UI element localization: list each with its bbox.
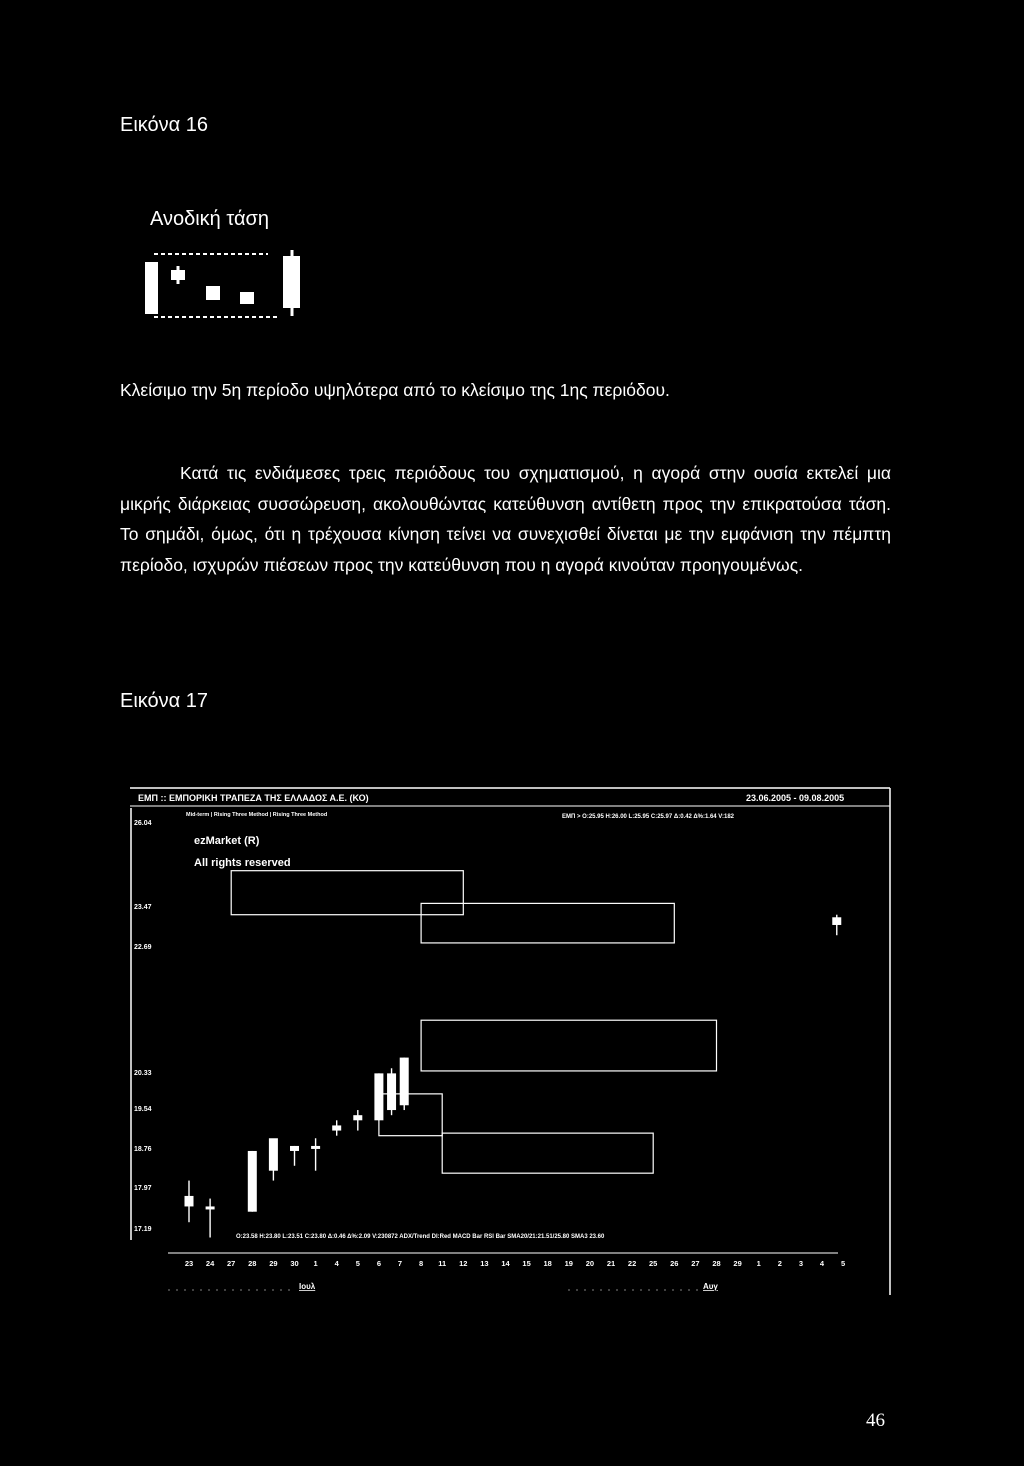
x-tick-label: 7 <box>397 1259 403 1268</box>
chart-subheader-left: Mid-term | Rising Three Method | Rising Three Method <box>186 812 328 818</box>
candle-body <box>332 1125 341 1130</box>
paragraph-1: Κλείσιμο την 5η περίοδο υψηλότερα από το κλείσιμο της 1ης περιόδου. <box>120 380 670 400</box>
figure-17-label: Εικόνα 17 <box>120 690 209 712</box>
x-tick-label: 29 <box>269 1259 278 1268</box>
x-tick-label: 28 <box>248 1259 257 1268</box>
x-tick-label: 30 <box>290 1259 299 1268</box>
x-axis-month-right: Αυγ <box>703 1282 718 1291</box>
pattern-box <box>421 1020 716 1071</box>
x-tick-label: 2 <box>777 1259 782 1268</box>
x-tick-label: 24 <box>205 1259 215 1268</box>
pattern-box <box>442 1133 653 1173</box>
candle-body <box>353 1115 362 1120</box>
chart-subheader-right: ΕΜΠ > O:25.95 H:26.00 L:25.95 C:25.97 Δ:0.42 Δ%:1.64 V:182 <box>562 814 734 820</box>
x-tick-label: 29 <box>733 1259 742 1268</box>
x-axis-month-left: Ιουλ <box>299 1282 316 1291</box>
y-tick-label: 26.04 <box>134 820 152 827</box>
y-tick-label: 23.47 <box>134 904 152 911</box>
chart-header-right: 23.06.2005 - 09.08.2005 <box>746 793 845 803</box>
candle-body <box>248 1151 257 1212</box>
chart-footer-stats: O:23.58 H:23.80 L:23.51 C:23.80 Δ:0.46 Δ%:2.09 V:230872 ADX/Trend DI:Red MACD Bar RSI Bar SMA20/21:21.51/25.80 SMA3 23.60 <box>236 1234 605 1240</box>
candle-body <box>185 1196 194 1207</box>
pattern-candle-2 <box>171 270 185 280</box>
x-tick-label: 14 <box>501 1259 510 1268</box>
rising-three-pattern-diagram <box>140 240 320 320</box>
x-tick-label: 4 <box>334 1259 339 1268</box>
candle-body <box>269 1138 278 1170</box>
chart-header-left: ΕΜΠ :: ΕΜΠΟΡΙΚΗ ΤΡΑΠΕΖΑ ΤΗΣ ΕΛΛΑΔΟΣ Α.Ε. (ΚΟ) <box>138 793 369 803</box>
x-tick-label: 13 <box>480 1259 489 1268</box>
candle-body <box>311 1146 320 1149</box>
paragraph-2: Κατά τις ενδιάμεσες τρεις περιόδους του σχηματισμού, η αγορά στην ουσία εκτελεί μια μικρής διάρκειας συσσώρευση, ακολουθώντας κατεύθυνση αντίθετη προς την επικρατούσα τάση. Το σημάδι, όμως, ότι η τρέχουσα κίνηση τείνει να συνεχισθεί δίνεται με την εμφάνιση την πέμπτη περίοδο, ισχυρών πιέσεων προς την κατεύθυνση που η αγορά κινούταν προηγουμένως. <box>120 463 891 575</box>
x-tick-label: 26 <box>670 1259 679 1268</box>
candle-body <box>832 917 841 925</box>
x-tick-label: 28 <box>712 1259 721 1268</box>
x-tick-label: 25 <box>649 1259 658 1268</box>
x-tick-label: 3 <box>798 1259 803 1268</box>
x-tick-label: 5 <box>355 1259 360 1268</box>
x-tick-label: 11 <box>438 1259 447 1268</box>
y-tick-label: 17.97 <box>134 1185 152 1192</box>
y-tick-label: 20.33 <box>134 1070 152 1077</box>
page-number: 46 <box>866 1410 885 1431</box>
figure-16-label: Εικόνα 16 <box>120 114 209 136</box>
figure-16-title: Ανοδική τάση <box>150 208 270 230</box>
pattern-candle-4 <box>240 292 254 304</box>
y-axis-ticks <box>134 820 152 1233</box>
pattern-candle-1 <box>145 262 158 314</box>
candle-body <box>206 1206 215 1209</box>
x-tick-label: 18 <box>543 1259 552 1268</box>
pattern-boxes <box>231 871 716 1173</box>
y-tick-label: 22.69 <box>134 944 152 951</box>
x-axis-ticks <box>185 1259 845 1268</box>
x-tick-label: 1 <box>756 1259 761 1268</box>
candle-body <box>400 1058 409 1106</box>
y-tick-label: 17.19 <box>134 1226 152 1233</box>
candle-body <box>290 1146 299 1151</box>
x-tick-label: 5 <box>841 1259 846 1268</box>
y-tick-label: 19.54 <box>134 1106 152 1113</box>
x-tick-label: 4 <box>819 1259 825 1268</box>
x-tick-label: 22 <box>627 1259 637 1268</box>
x-tick-label: 20 <box>585 1259 595 1268</box>
x-tick-label: 19 <box>564 1259 573 1268</box>
candlestick-chart <box>128 780 894 1300</box>
x-tick-label: 27 <box>227 1259 236 1268</box>
x-tick-label: 6 <box>376 1259 381 1268</box>
x-tick-label: 21 <box>606 1259 616 1268</box>
chart-watermark-line1: ezMarket (R) <box>194 835 260 847</box>
pattern-candle-5 <box>283 256 300 308</box>
pattern-box <box>421 903 674 943</box>
chart-watermark-line2: All rights reserved <box>194 857 291 869</box>
pattern-box <box>231 871 463 915</box>
pattern-candle-3 <box>206 286 220 300</box>
x-tick-label: 1 <box>313 1259 318 1268</box>
y-tick-label: 18.76 <box>134 1146 152 1153</box>
x-tick-label: 23 <box>184 1259 194 1268</box>
x-tick-label: 27 <box>691 1259 700 1268</box>
candle-body <box>387 1073 396 1110</box>
x-tick-label: 8 <box>419 1259 424 1268</box>
x-tick-label: 15 <box>522 1259 531 1268</box>
x-tick-label: 12 <box>459 1259 468 1268</box>
candles <box>185 915 842 1238</box>
candle-body <box>374 1073 383 1120</box>
